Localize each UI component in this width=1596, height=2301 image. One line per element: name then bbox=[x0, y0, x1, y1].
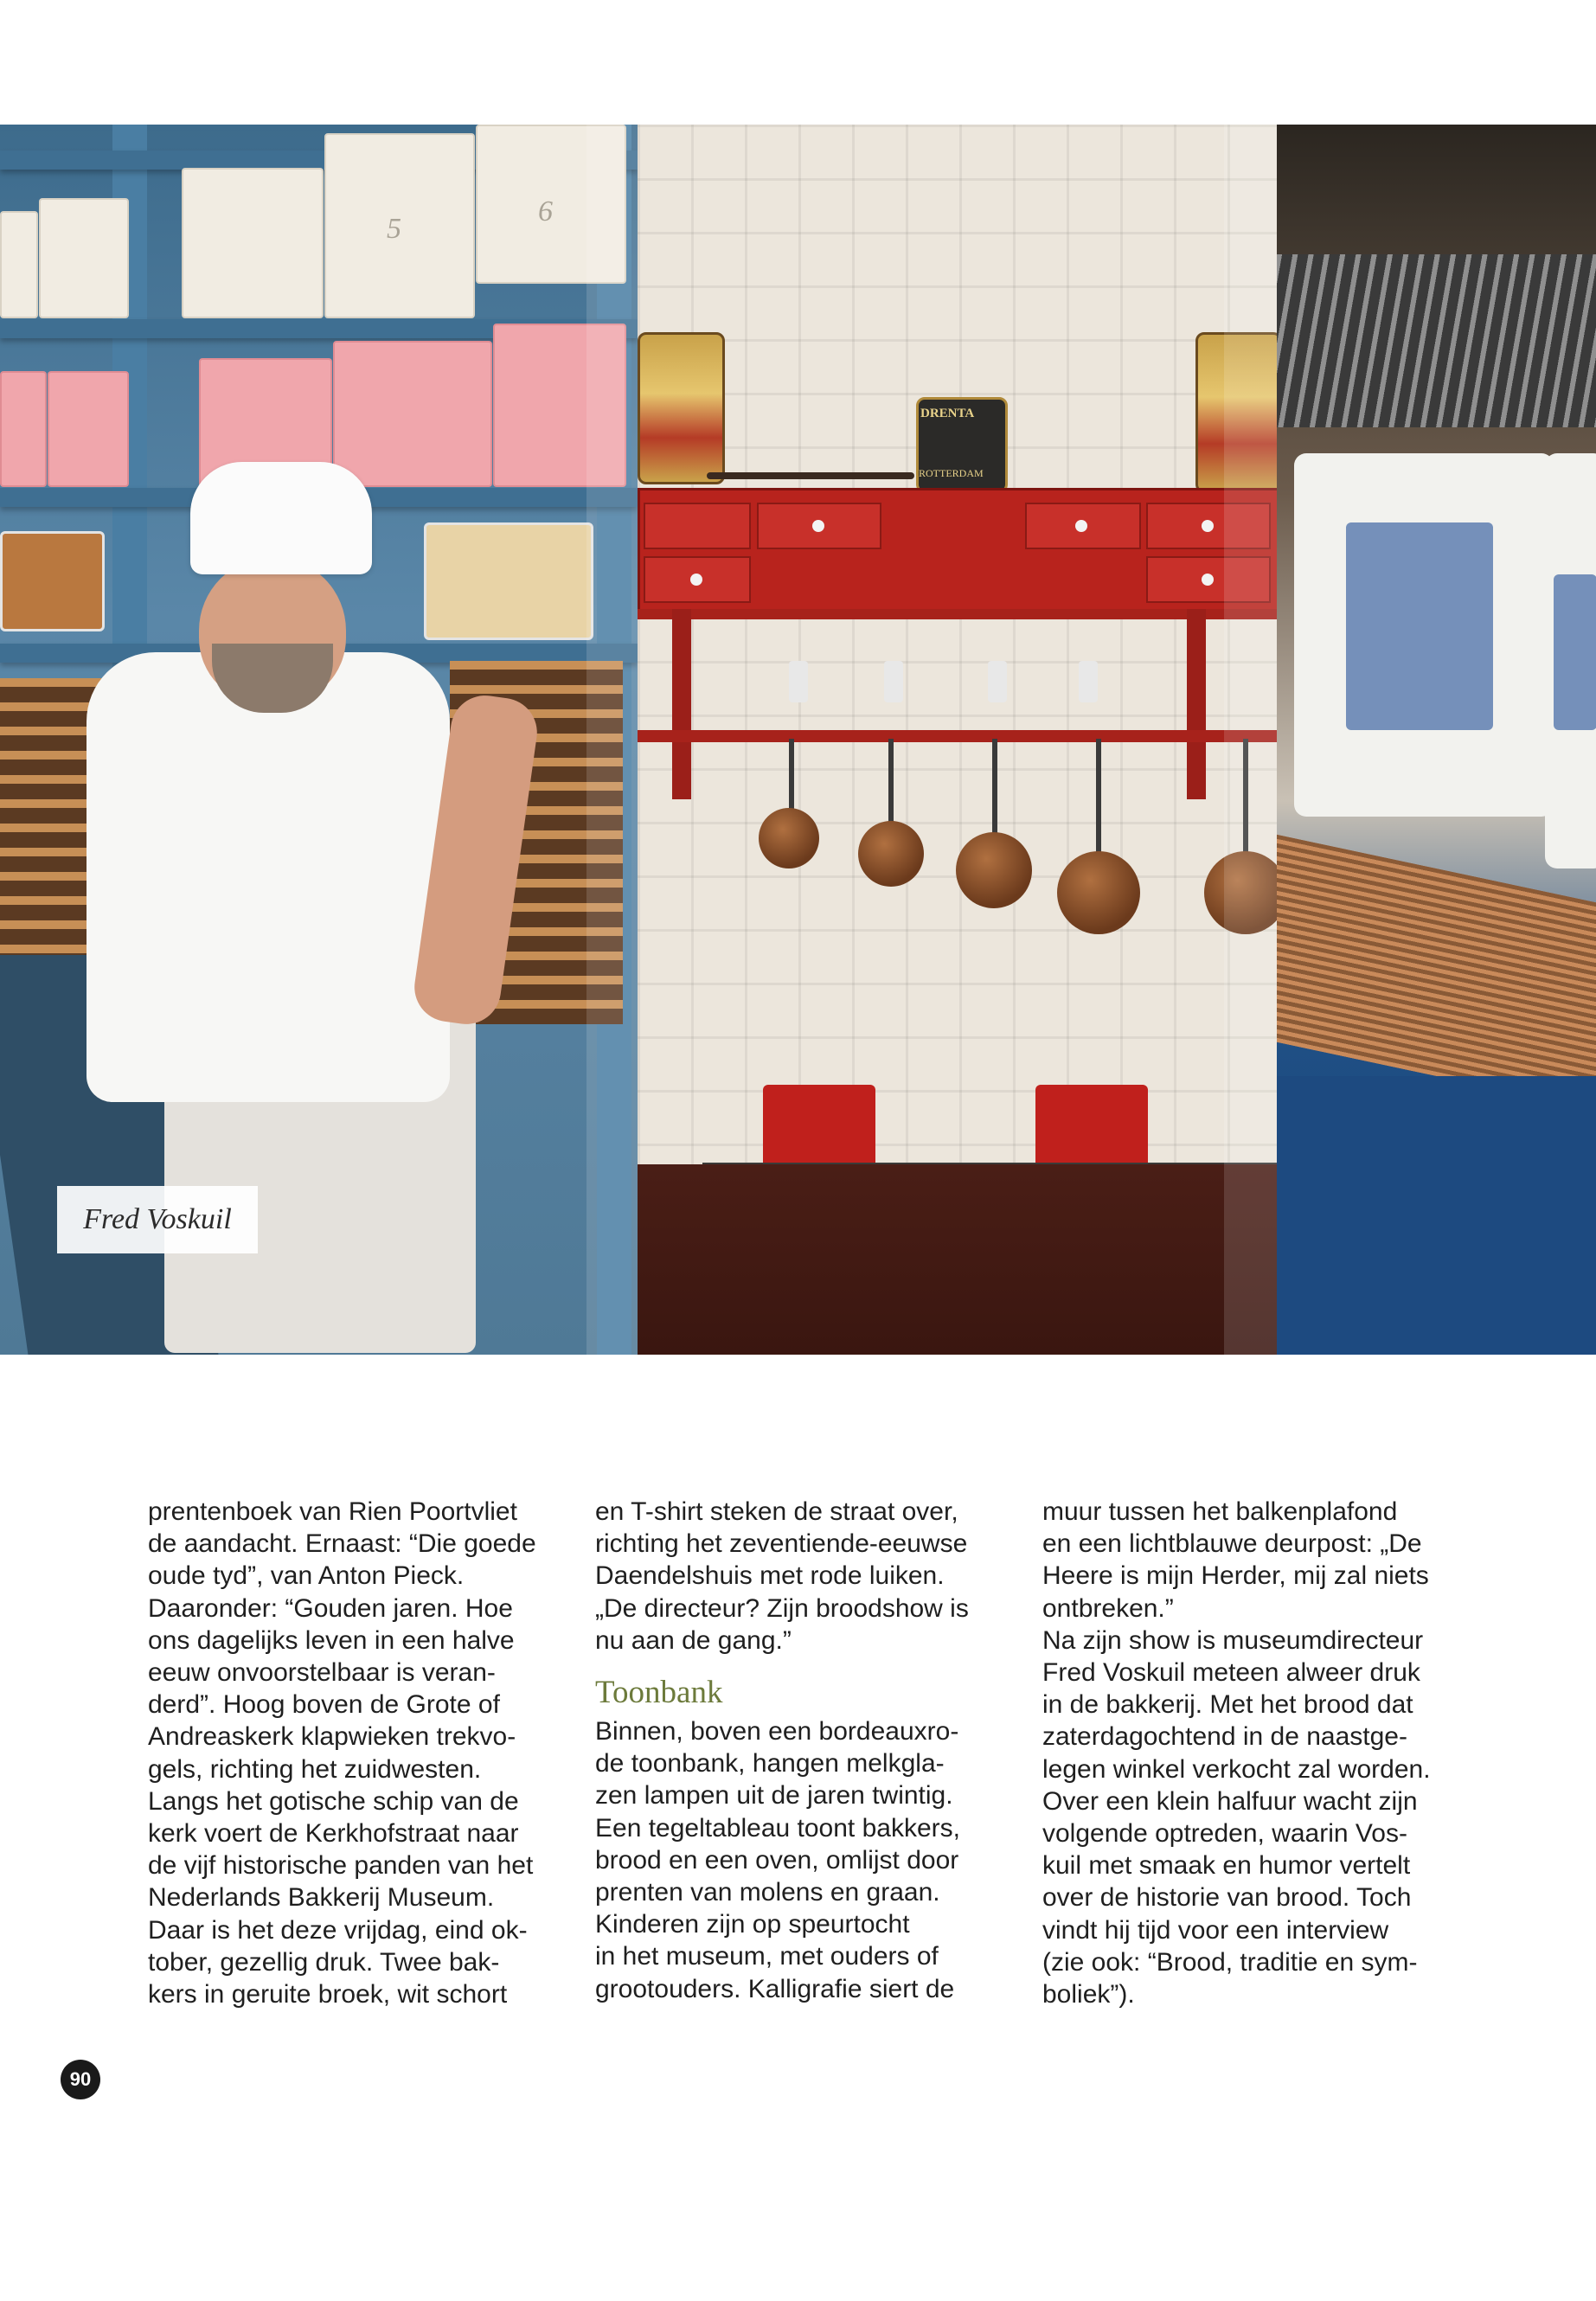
bordeaux-counter bbox=[638, 1164, 1277, 1355]
box-number: 6 bbox=[538, 195, 553, 228]
photo-overlay-panel bbox=[1224, 125, 1277, 1355]
mugs-photo bbox=[1277, 125, 1596, 1355]
pink-box bbox=[48, 371, 129, 487]
chef-hat bbox=[190, 462, 372, 574]
delft-mug bbox=[1545, 453, 1596, 868]
page-number: 90 bbox=[61, 2060, 100, 2099]
storage-box bbox=[39, 198, 129, 318]
column-2 bbox=[595, 1496, 1007, 2015]
photo-caption bbox=[57, 1186, 258, 1253]
plywood-edge bbox=[1277, 835, 1596, 1110]
t-shirt bbox=[87, 652, 450, 1102]
column-2-text-bottom: Binnen, boven een bordeauxro- de toonbank, hangen melkgla- zen lampen uit de jaren twintig. Een tegeltableau toont bakkers, brood en een oven, omlijst door prenten van molens en graan. Kinderen zijn op speurtocht in het museum, met ouders of grootouders. Kalligrafie siert de bbox=[595, 1717, 960, 2003]
storage-box bbox=[0, 211, 38, 318]
drawer bbox=[644, 556, 751, 603]
glass-jar bbox=[988, 661, 1007, 702]
delft-mug bbox=[1294, 453, 1554, 817]
glass-jar bbox=[789, 661, 808, 702]
tin-label: DRENTA bbox=[920, 407, 975, 420]
frying-pan bbox=[707, 472, 914, 479]
photo-strip bbox=[0, 125, 1596, 1355]
shelf-rail bbox=[638, 609, 1277, 619]
spoons bbox=[1277, 254, 1596, 427]
article-columns bbox=[148, 1496, 1454, 2015]
storage-box bbox=[324, 133, 475, 318]
baker-photo bbox=[0, 125, 638, 1355]
kitchen-photo bbox=[638, 125, 1277, 1355]
photo-overlay-panel bbox=[586, 125, 638, 1355]
drawer bbox=[644, 503, 751, 549]
pan-handle bbox=[1096, 739, 1101, 868]
tin-label: ROTTERDAM bbox=[919, 467, 984, 479]
tin-can bbox=[638, 332, 725, 484]
tin-can bbox=[916, 397, 1008, 493]
pan-rail bbox=[638, 730, 1277, 742]
drawer-knob bbox=[1202, 574, 1214, 586]
copper-pan bbox=[956, 832, 1032, 908]
blue-counter bbox=[1277, 1076, 1596, 1355]
mug-illustration bbox=[1554, 574, 1596, 730]
column-3-text: muur tussen het balkenplafond en een lichtblauwe deurpost: „De Heere is mijn Herder, mij zal niets ontbreken.” Na zijn show is museumdirecteur Fred Voskuil meteen alweer druk in de bakkerij. Met het brood dat zaterdagochtend in de naastge- legen winkel verkocht zal worden. Over een klein halfuur wacht zijn volgende optreden, waarin Vos- kuil met smaak en humor vertelt over de historie van brood. Toch vindt hij tijd voor een interview (zie ook: “Brood, traditie en sym- boliek”). bbox=[1042, 1497, 1431, 2009]
glass-jar bbox=[884, 661, 903, 702]
caption-text: Fred Voskuil bbox=[83, 1203, 232, 1235]
glass-jar bbox=[1079, 661, 1098, 702]
copper-pan bbox=[1057, 851, 1140, 934]
column-1-text: prentenboek van Rien Poortvliet de aandacht. Ernaast: “Die goede oude tyd”, van Anton Pieck. Daaronder: “Gouden jaren. Hoe ons dagelijks leven in een halve eeuw onvoorstelbaar is veran- derd”. Hoog boven de Grote of Andreaskerk klapwieken trekvo- gels, richting het zuidwesten. Langs het gotische schip van de kerk voert de Kerkhofstraat naar de vijf historische panden van het Nederlands Bakkerij Museum. Daar is het deze vrijdag, eind ok- tober, gezellig druk. Twee bak- kers in geruite broek, wit schort bbox=[148, 1497, 536, 2009]
red-shelf-cabinet bbox=[638, 488, 1277, 614]
column-3 bbox=[1042, 1496, 1454, 2015]
drawer-knob bbox=[690, 574, 702, 586]
copper-pan bbox=[759, 808, 819, 868]
column-2-text-top: en T-shirt steken de straat over, richting het zeventiende-eeuwse Daendelshuis met rode luiken. „De directeur? Zijn broodshow is nu aan de gang.” bbox=[595, 1497, 969, 1655]
drawer bbox=[757, 503, 881, 549]
drawer bbox=[1025, 503, 1141, 549]
pink-box bbox=[0, 371, 47, 487]
mug-illustration bbox=[1346, 522, 1493, 730]
copper-pan bbox=[858, 821, 924, 887]
drawer-knob bbox=[1075, 520, 1087, 532]
drawer-knob bbox=[812, 520, 824, 532]
column-1 bbox=[148, 1496, 560, 2015]
storage-box bbox=[182, 168, 324, 318]
subheading: Toonbank bbox=[595, 1675, 723, 1711]
shelf-bracket bbox=[672, 609, 691, 799]
box-number: 5 bbox=[387, 213, 401, 245]
pink-box bbox=[333, 341, 492, 487]
drawer-knob bbox=[1202, 520, 1214, 532]
shelf-bracket bbox=[1187, 609, 1206, 799]
